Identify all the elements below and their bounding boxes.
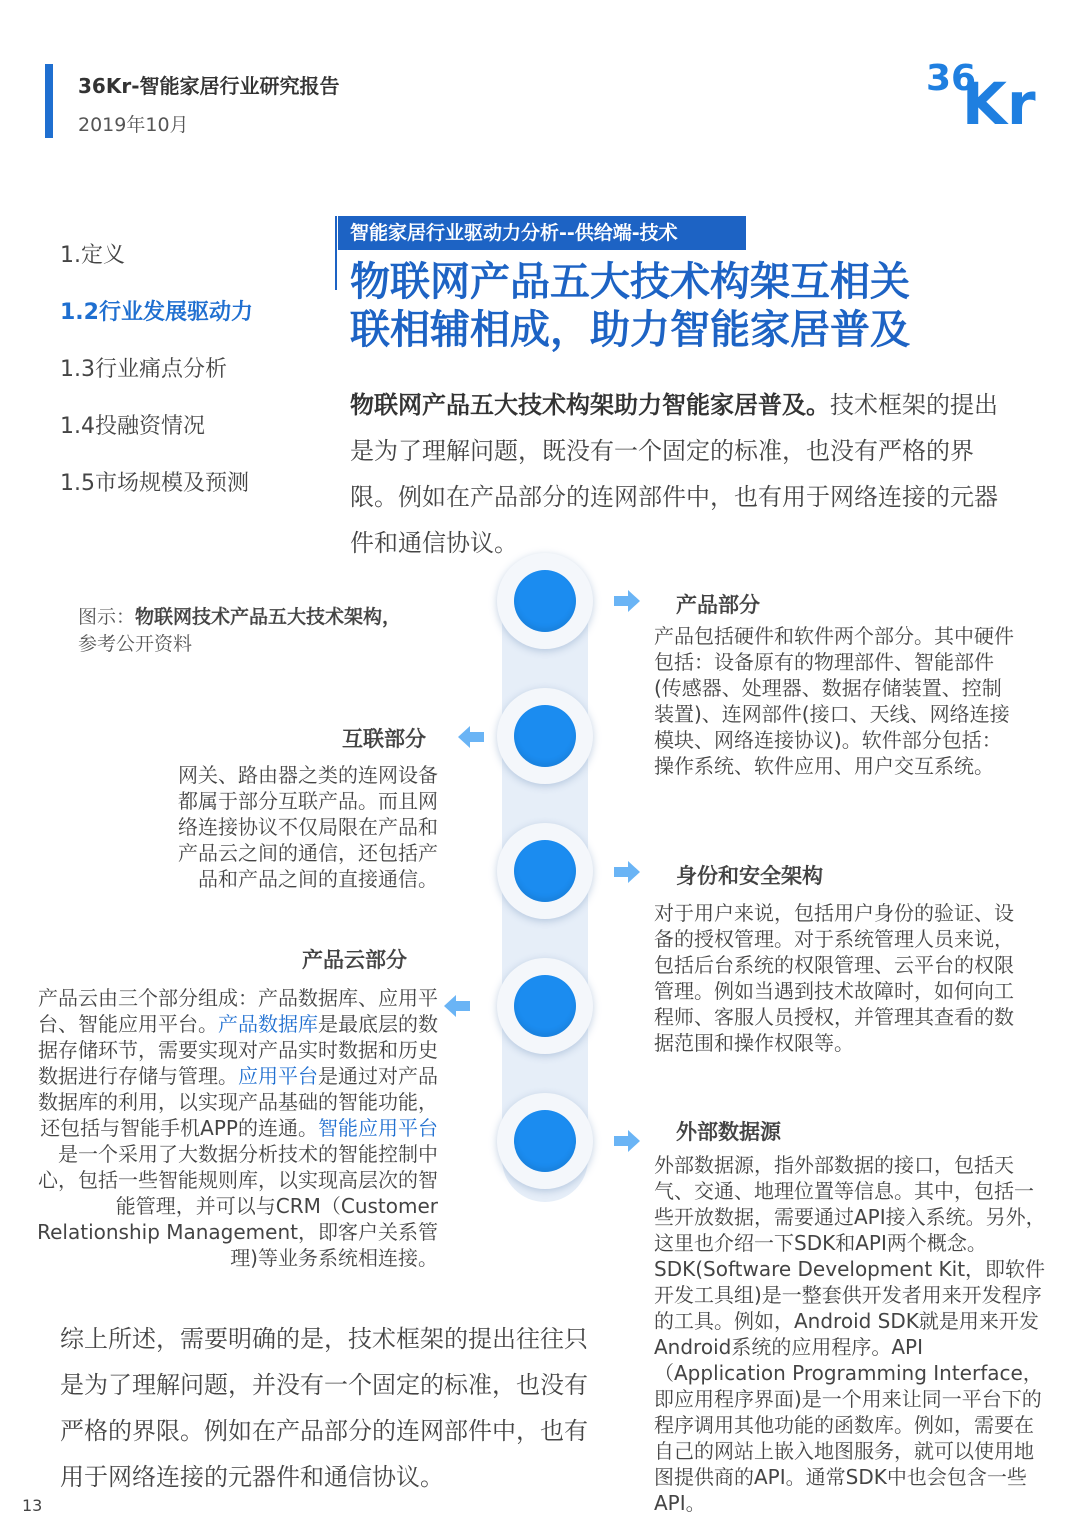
nav-item-pain-points[interactable]: 1.3行业痛点分析: [60, 357, 227, 382]
interconnect-line: 品和产品之间的直接通信。: [198, 867, 438, 891]
logo-text-36: 36: [926, 58, 977, 99]
cloud-highlight-smart-platform: 智能应用平台: [318, 1116, 438, 1140]
timeline-node-interconnect: [497, 688, 593, 784]
cloud-text-3: 是通过对产品数据库的利用，以实现产品基础的智能功能，还包括与智能手机APP的连通。: [38, 1064, 438, 1140]
caption-source: 参考公开资料: [78, 633, 193, 655]
header-accent-bar: [45, 64, 53, 138]
cloud-title: 产品云部分: [302, 948, 407, 972]
security-text: 对于用户来说，包括用户身份的验证、设备的授权管理。对于系统管理人员来说，包括后台系统的权限管理、云平台的权限管理。例如当遇到技术故障时，如何向工程师、客服人员授权，并管理其查看的数据范围和操作权限等。: [654, 901, 1014, 1055]
36kr-logo: [926, 54, 1046, 130]
arrow-left-icon: [444, 995, 470, 1017]
section-accent-line: [335, 216, 337, 290]
node-dot-icon: [514, 1110, 576, 1172]
arrow-left-icon: [458, 726, 484, 748]
caption-prefix: 图示：: [78, 606, 136, 628]
external-title: 外部数据源: [676, 1120, 781, 1144]
node-dot-icon: [514, 705, 576, 767]
cloud-text-2: 是最底层的数据存储环节，需要实现对产品实时数据和历史数据进行存储与管理。: [38, 1012, 438, 1088]
interconnect-line: 都属于部分互联产品。而且网: [178, 789, 438, 813]
security-title: 身份和安全架构: [676, 864, 823, 888]
nav-item-definition[interactable]: 1.定义: [60, 243, 125, 268]
timeline-node-product: [497, 553, 593, 649]
cloud-text-1: 产品云由三个部分组成：产品数据库、应用平台、智能应用平台。: [38, 986, 438, 1036]
interconnect-title: 互联部分: [342, 727, 426, 751]
caption-bold: 物联网技术产品五大技术架构，: [135, 606, 402, 628]
node-dot-icon: [514, 975, 576, 1037]
figure-caption: [78, 604, 458, 658]
cloud-text-4: 是一个采用了大数据分析技术的智能控制中心，包括一些智能规则库，以实现高层次的智能管理，并可以与CRM（Customer Relationship Management，即客户关系管理)等业务系统相连接。: [37, 1142, 438, 1270]
product-text: 产品包括硬件和软件两个部分。其中硬件包括：设备原有的物理部件、智能部件(传感器、处理器、数据存储装置、控制装置)、连网部件(接口、天线、网络连接模块、网络连接协议)。软件部分包括：操作系统、软件应用、用户交互系统。: [654, 624, 1014, 778]
timeline-node-external: [497, 1093, 593, 1189]
cloud-highlight-database: 产品数据库: [218, 1012, 318, 1036]
timeline-node-security: [497, 823, 593, 919]
external-text: 外部数据源，指外部数据的接口，包括天气、交通、地理位置等信息。其中，包括一些开放数据，需要通过API接入系统。另外，这里也介绍一下SDK和API两个概念。SDK(Software Development Kit，即软件开发工具组)是一整套供开发者用来开发程序的工具。例如，Android SDK就是用来开发Android系统的应用程序。API（Application Programming Interface，即应用程序界面)是一个用来让同一平台下的程序调用其他功能的函数库。例如，需要在自己的网站上嵌入地图服务，就可以使用地图提供商的API。通常SDK中也会包含一些API。: [654, 1153, 1046, 1515]
section-tag: 智能家居行业驱动力分析--供给端-技术: [338, 216, 746, 250]
interconnect-line: 络连接协议不仅局限在产品和: [178, 815, 438, 839]
intro-bold: 物联网产品五大技术构架助力智能家居普及。: [350, 391, 830, 419]
headline-line-2: 联相辅相成，助力智能家居普及: [350, 307, 910, 353]
timeline-node-cloud: [497, 958, 593, 1054]
logo-text-kr: Kr: [962, 70, 1036, 130]
nav-item-driving-force[interactable]: 1.2行业发展驱动力: [60, 300, 253, 325]
page-number: 13: [22, 1496, 43, 1515]
headline-line-1: 物联网产品五大技术构架互相关: [350, 259, 910, 305]
interconnect-line: 产品云之间的通信，还包括产: [178, 841, 438, 865]
node-dot-icon: [514, 840, 576, 902]
intro-paragraph: [350, 382, 1000, 566]
interconnect-text: [120, 762, 438, 892]
interconnect-line: 网关、路由器之类的连网设备: [178, 763, 438, 787]
arrow-right-icon: [614, 861, 640, 883]
report-date: 2019年10月: [78, 114, 189, 136]
nav-item-investment[interactable]: 1.4投融资情况: [60, 414, 205, 439]
arrow-right-icon: [614, 1130, 640, 1152]
product-title: 产品部分: [676, 593, 760, 617]
page-headline: [350, 258, 990, 354]
summary-paragraph: 综上所述，需要明确的是，技术框架的提出往往只是为了理解问题，并没有一个固定的标准，也没有严格的界限。例如在产品部分的连网部件中，也有用于网络连接的元器件和通信协议。: [60, 1325, 588, 1491]
cloud-highlight-app-platform: 应用平台: [238, 1064, 318, 1088]
report-title: 36Kr-智能家居行业研究报告: [78, 74, 340, 98]
nav-item-market-size[interactable]: 1.5市场规模及预测: [60, 471, 249, 496]
arrow-right-icon: [614, 590, 640, 612]
cloud-text: [22, 985, 438, 1271]
intro-text: 技术框架的提出是为了理解问题，既没有一个固定的标准，也没有严格的界限。例如在产品部分的连网部件中，也有用于网络连接的元器件和通信协议。: [350, 391, 998, 557]
node-dot-icon: [514, 570, 576, 632]
